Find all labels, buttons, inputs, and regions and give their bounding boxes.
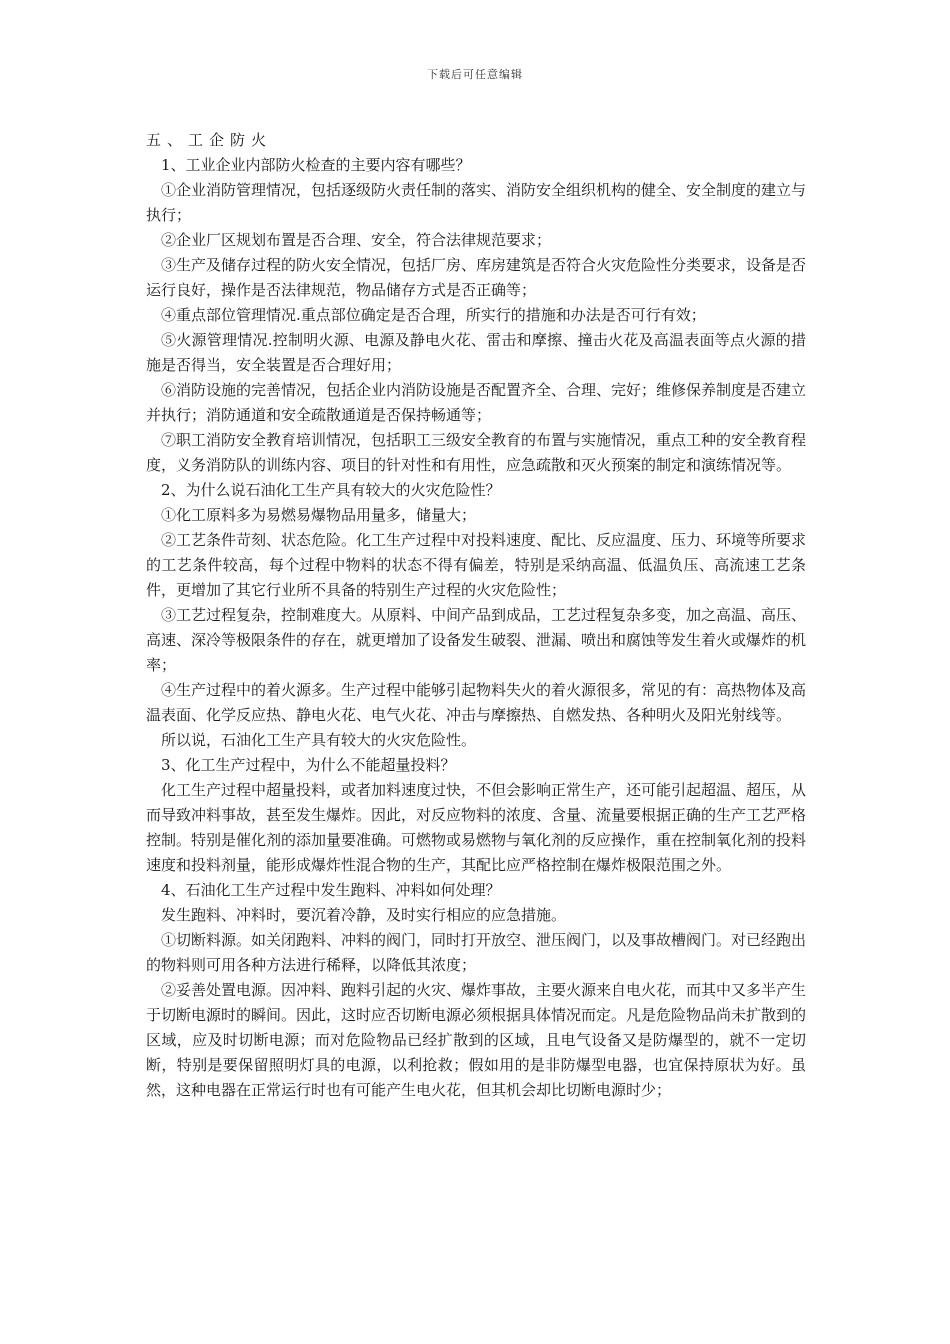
- paragraph: ①切断料源。如关闭跑料、冲料的阀门，同时打开放空、泄压阀门，以及事故槽阀门。对已经跑出的物料则可用各种方法进行稀释，以降低其浓度；: [146, 931, 807, 974]
- paragraph: ②企业厂区规划布置是否合理、安全，符合法律规范要求；: [161, 231, 552, 249]
- paragraph: ①化工原料多为易燃易爆物品用量多，储量大；: [161, 506, 477, 524]
- paragraph: ②工艺条件苛刻、状态危险。化工生产过程中对投料速度、配比、反应温度、压力、环境等所要求的工艺条件较高，每个过程中物料的状态不得有偏差，特别是采纳高温、低温负压、高流速工艺条件，更增加了其它行业所不具备的特别生产过程的火灾危险性；: [146, 531, 807, 599]
- paragraph: ②妥善处置电源。因冲料、跑料引起的火灾、爆炸事故，主要火源来自电火花，而其中又多半产生于切断电源时的瞬间。因此，这时应否切断电源必须根据具体情况而定。凡是危险物品尚未扩散到的区域，应及时切断电源；而对危险物品已经扩散到的区域，且电气设备又是防爆型的，就不一定切断，特别是要保留照明灯具的电源，以利抢救；假如用的是非防爆型电器，也宜保持原状为好。虽然，这种电器在正常运行时也有可能产生电火花，但其机会却比切断电源时少；: [146, 981, 807, 1099]
- document-body: [146, 128, 806, 1103]
- paragraph: ③工艺过程复杂，控制难度大。从原料、中间产品到成品，工艺过程复杂多变，加之高温、高压、高速、深冷等极限条件的存在，就更增加了设备发生破裂、泄漏、喷出和腐蚀等发生着火或爆炸的机率；: [146, 606, 807, 674]
- paragraph: ③生产及储存过程的防火安全情况，包括厂房、库房建筑是否符合火灾危险性分类要求，设备是否运行良好，操作是否法律规范，物品储存方式是否正确等；: [146, 256, 807, 299]
- paragraph: 所以说，石油化工生产具有较大的火灾危险性。: [161, 731, 477, 749]
- question-1: 1、工业企业内部防火检查的主要内容有哪些？: [161, 156, 471, 174]
- question-3: 3、化工生产过程中，为什么不能超量投料？: [161, 756, 456, 774]
- paragraph: 发生跑料、冲料时，要沉着冷静，及时实行相应的应急措施。: [161, 906, 567, 924]
- paragraph: ④重点部位管理情况.重点部位确定是否合理，所实行的措施和办法是否可行有效；: [161, 306, 706, 324]
- paragraph: 化工生产过程中超量投料，或者加料速度过快，不但会影响正常生产，还可能引起超温、超压，从而导致冲料事故，甚至发生爆炸。因此，对反应物料的浓度、含量、流量要根据正确的生产工艺严格控制。特别是催化剂的添加量要准确。可燃物或易燃物与氧化剂的反应操作，重在控制氧化剂的投料速度和投料剂量，能形成爆炸性混合物的生产，其配比应严格控制在爆炸极限范围之外。: [146, 781, 807, 874]
- paragraph: ⑤火源管理情况.控制明火源、电源及静电火花、雷击和摩擦、撞击火花及高温表面等点火源的措施是否得当，安全装置是否合理好用；: [146, 331, 806, 374]
- paragraph: ①企业消防管理情况，包括逐级防火责任制的落实、消防安全组织机构的健全、安全制度的建立与执行；: [146, 181, 807, 224]
- section-title: 五、工企防火: [146, 131, 273, 149]
- page-header: 下载后可任意编辑: [427, 68, 523, 81]
- paragraph: ⑥消防设施的完善情况，包括企业内消防设施是否配置齐全、合理、完好；维修保养制度是否建立并执行；消防通道和安全疏散通道是否保持畅通等；: [146, 381, 807, 424]
- question-4: 4、石油化工生产过程中发生跑料、冲料如何处理？: [161, 881, 501, 899]
- paragraph: ⑦职工消防安全教育培训情况，包括职工三级安全教育的布置与实施情况，重点工种的安全教育程度，义务消防队的训练内容、项目的针对性和有用性，应急疏散和灭火预案的制定和演练情况等。: [146, 431, 807, 474]
- question-2: 2、为什么说石油化工生产具有较大的火灾危险性？: [161, 481, 501, 499]
- paragraph: ④生产过程中的着火源多。生产过程中能够引起物料失火的着火源很多，常见的有：高热物体及高温表面、化学反应热、静电火花、电气火花、冲击与摩擦热、自燃发热、各种明火及阳光射线等。: [146, 681, 807, 724]
